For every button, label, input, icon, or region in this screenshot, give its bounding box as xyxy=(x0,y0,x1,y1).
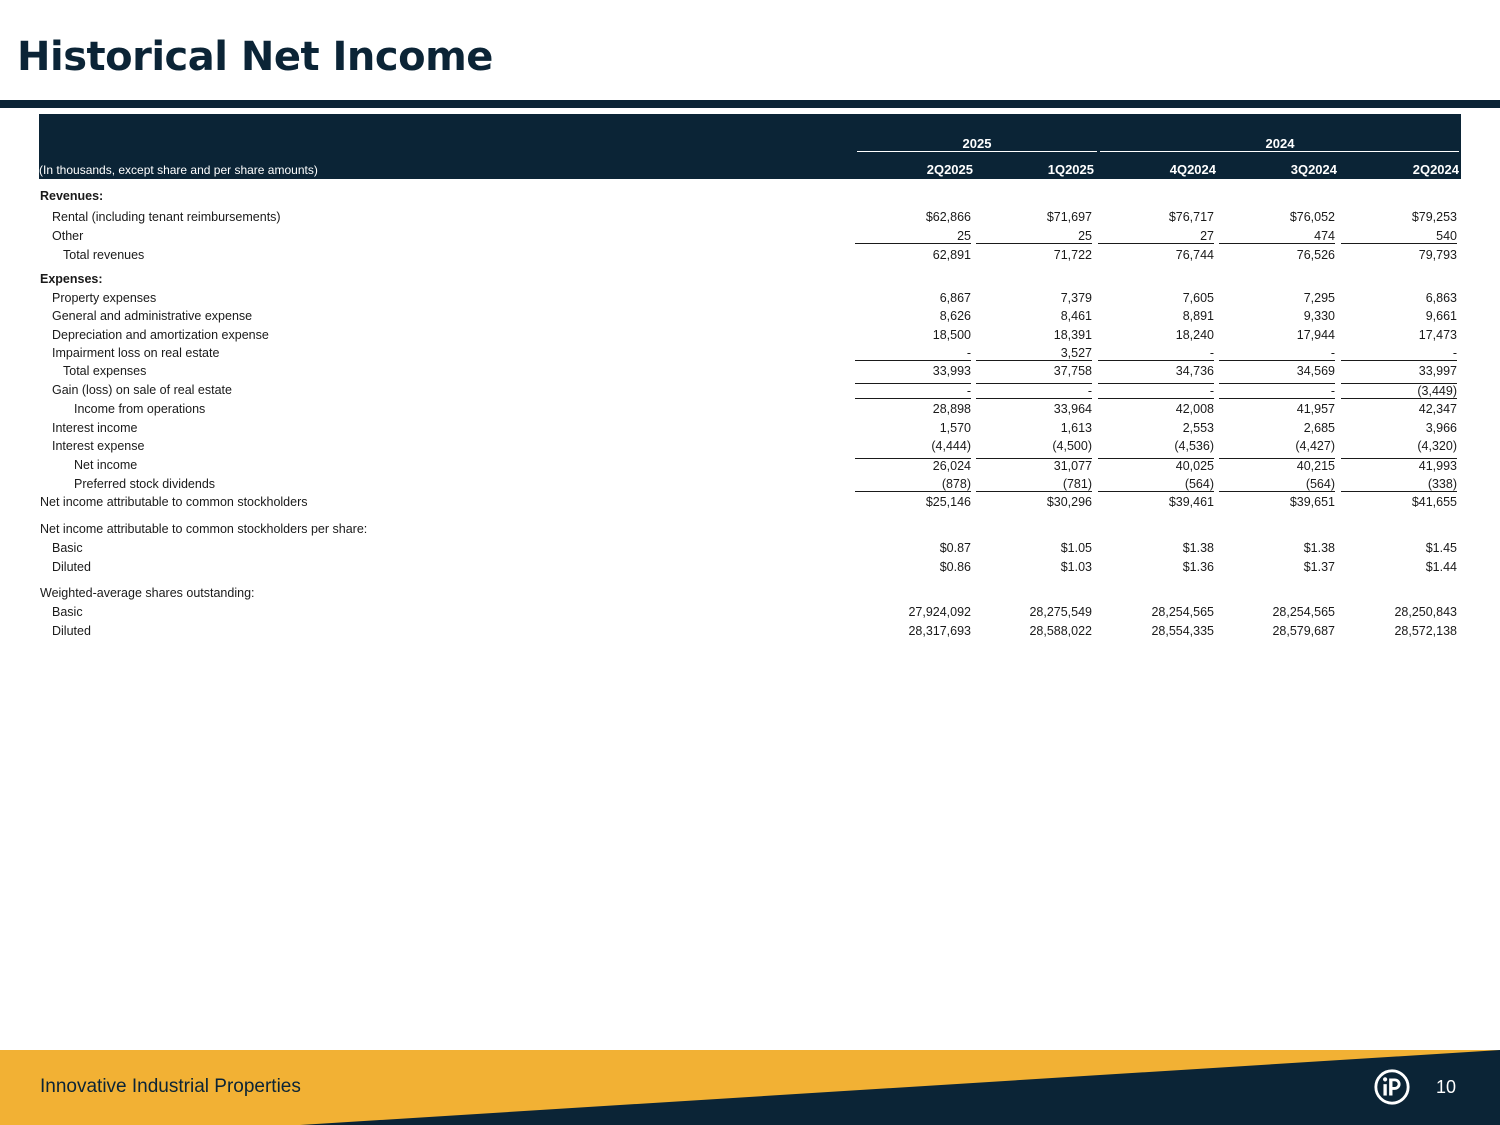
row-value-2q2025: 6,867 xyxy=(939,291,971,305)
row-value-2q2024: 9,661 xyxy=(1425,309,1457,323)
row-value-4q2024: $76,717 xyxy=(1168,210,1214,224)
row-value-3q2024: 41,957 xyxy=(1296,402,1335,416)
row-label: Interest income xyxy=(52,421,138,435)
row-label: Diluted xyxy=(52,560,91,574)
column-header-3q2024: 3Q2024 xyxy=(1290,162,1337,177)
row-label: Revenues: xyxy=(40,189,104,203)
row-value-4q2024: (4,536) xyxy=(1174,439,1214,453)
row-value-3q2024: $1.37 xyxy=(1303,560,1335,574)
row-value-1q2025: $1.05 xyxy=(1060,541,1092,555)
row-value-3q2024: 17,944 xyxy=(1296,328,1335,342)
table-header xyxy=(39,114,1461,179)
row-label: Net income attributable to common stockholders xyxy=(40,495,308,509)
row-value-1q2025: $30,296 xyxy=(1046,495,1092,509)
table-row xyxy=(39,420,1461,438)
row-value-2q2025: 28,317,693 xyxy=(908,624,971,638)
page-number: 10 xyxy=(1435,1077,1456,1097)
row-label: Other xyxy=(52,229,84,243)
row-label: Total expenses xyxy=(63,364,147,378)
row-value-2q2024: $79,253 xyxy=(1411,210,1457,224)
table-row xyxy=(39,457,1461,475)
row-value-2q2024: 28,572,138 xyxy=(1394,624,1457,638)
row-value-1q2025: 18,391 xyxy=(1053,328,1092,342)
row-value-3q2024: 28,254,565 xyxy=(1272,605,1335,619)
title-divider xyxy=(0,100,1500,108)
table-row xyxy=(39,494,1461,512)
table-row xyxy=(39,623,1461,641)
row-value-2q2025: - xyxy=(855,383,971,399)
row-value-2q2024: - xyxy=(1341,346,1457,361)
table-row xyxy=(39,363,1461,381)
row-label: Gain (loss) on sale of real estate xyxy=(52,383,232,397)
table-row xyxy=(39,271,1461,289)
row-value-1q2025: 1,613 xyxy=(1060,421,1092,435)
row-value-2q2025: - xyxy=(855,346,971,361)
row-value-2q2025: 1,570 xyxy=(939,421,971,435)
table-row xyxy=(39,604,1461,622)
column-header-2q2025: 2Q2025 xyxy=(926,162,973,177)
row-value-2q2025: 62,891 xyxy=(932,248,971,262)
row-value-4q2024: 76,744 xyxy=(1175,248,1214,262)
row-value-2q2024: 42,347 xyxy=(1418,402,1457,416)
row-label: Interest expense xyxy=(52,439,145,453)
row-value-4q2024: 40,025 xyxy=(1098,458,1214,473)
row-value-1q2025: 25 xyxy=(976,229,1092,244)
row-value-2q2024: (4,320) xyxy=(1417,439,1457,453)
row-value-3q2024: 34,569 xyxy=(1296,364,1335,378)
row-value-3q2024: (4,427) xyxy=(1295,439,1335,453)
row-value-4q2024: (564) xyxy=(1098,477,1214,492)
row-value-4q2024: 28,254,565 xyxy=(1151,605,1214,619)
row-value-2q2024: 79,793 xyxy=(1418,248,1457,262)
row-label: Net income xyxy=(74,458,138,472)
row-value-3q2024: (564) xyxy=(1219,477,1335,492)
table-row xyxy=(39,401,1461,419)
row-value-4q2024: 8,891 xyxy=(1182,309,1214,323)
row-value-2q2024: 6,863 xyxy=(1425,291,1457,305)
iip-logo-icon xyxy=(1373,1068,1411,1106)
row-value-2q2024: (3,449) xyxy=(1341,383,1457,399)
row-value-2q2025: 18,500 xyxy=(932,328,971,342)
row-value-4q2024: $1.36 xyxy=(1182,560,1214,574)
column-header-2q2024: 2Q2024 xyxy=(1412,162,1459,177)
row-value-1q2025: 3,527 xyxy=(976,346,1092,361)
row-label: Property expenses xyxy=(52,291,157,305)
row-value-3q2024: 76,526 xyxy=(1296,248,1335,262)
row-value-3q2024: 28,579,687 xyxy=(1272,624,1335,638)
row-value-4q2024: - xyxy=(1098,383,1214,399)
row-label: Basic xyxy=(52,605,83,619)
row-value-3q2024: $1.38 xyxy=(1303,541,1335,555)
row-value-4q2024: 34,736 xyxy=(1175,364,1214,378)
row-value-4q2024: 7,605 xyxy=(1182,291,1214,305)
row-value-1q2025: 71,722 xyxy=(1053,248,1092,262)
units-note: (In thousands, except share and per share amounts) xyxy=(39,163,318,177)
row-value-3q2024: 474 xyxy=(1219,229,1335,244)
table-row xyxy=(39,540,1461,558)
row-value-2q2025: $62,866 xyxy=(925,210,971,224)
row-value-2q2025: $0.86 xyxy=(939,560,971,574)
row-label: Basic xyxy=(52,541,83,555)
row-label: Expenses: xyxy=(40,272,103,286)
row-label: Income from operations xyxy=(74,402,206,416)
row-value-2q2024: 33,997 xyxy=(1418,364,1457,378)
row-label: Diluted xyxy=(52,624,91,638)
row-value-2q2024: $1.44 xyxy=(1425,560,1457,574)
row-value-2q2025: $25,146 xyxy=(925,495,971,509)
row-label: Depreciation and amortization expense xyxy=(52,328,269,342)
row-value-2q2024: 3,966 xyxy=(1425,421,1457,435)
row-value-2q2025: (4,444) xyxy=(931,439,971,453)
row-value-2q2024: 41,993 xyxy=(1341,458,1457,473)
row-value-4q2024: 27 xyxy=(1098,229,1214,244)
table-row xyxy=(39,327,1461,345)
row-label: Preferred stock dividends xyxy=(74,477,216,491)
row-value-4q2024: $39,461 xyxy=(1168,495,1214,509)
row-value-3q2024: - xyxy=(1219,383,1335,399)
row-value-2q2025: 25 xyxy=(855,229,971,244)
row-value-2q2025: 33,993 xyxy=(932,364,971,378)
row-value-1q2025: 28,588,022 xyxy=(1029,624,1092,638)
row-value-1q2025: $1.03 xyxy=(1060,560,1092,574)
row-value-2q2024: 17,473 xyxy=(1418,328,1457,342)
table-row xyxy=(39,585,1461,603)
row-value-3q2024: $76,052 xyxy=(1289,210,1335,224)
row-label: Rental (including tenant reimbursements) xyxy=(52,210,281,224)
row-value-2q2025: $0.87 xyxy=(939,541,971,555)
row-value-1q2025: - xyxy=(976,383,1092,399)
row-value-1q2025: (4,500) xyxy=(1052,439,1092,453)
row-value-1q2025: 7,379 xyxy=(1060,291,1092,305)
row-value-4q2024: 42,008 xyxy=(1175,402,1214,416)
row-value-4q2024: - xyxy=(1098,346,1214,361)
column-header-4q2024: 4Q2024 xyxy=(1169,162,1216,177)
row-value-1q2025: 28,275,549 xyxy=(1029,605,1092,619)
page-title: Historical Net Income xyxy=(17,34,493,80)
row-value-1q2025: (781) xyxy=(976,477,1092,492)
table-row xyxy=(39,209,1461,227)
row-label: Impairment loss on real estate xyxy=(52,346,220,360)
row-label: Total revenues xyxy=(63,248,145,262)
row-value-2q2024: $41,655 xyxy=(1411,495,1457,509)
row-value-3q2024: 7,295 xyxy=(1303,291,1335,305)
row-value-3q2024: - xyxy=(1219,346,1335,361)
year-group-2024: 2024 xyxy=(1265,136,1295,151)
row-value-2q2025: 8,626 xyxy=(939,309,971,323)
row-value-4q2024: 18,240 xyxy=(1175,328,1214,342)
row-value-2q2024: 540 xyxy=(1341,229,1457,244)
row-value-3q2024: 40,215 xyxy=(1219,458,1335,473)
table-row xyxy=(39,345,1461,363)
table-row xyxy=(39,290,1461,308)
row-label: Net income attributable to common stockholders per share: xyxy=(40,522,368,536)
row-value-2q2025: 26,024 xyxy=(855,458,971,473)
row-value-3q2024: 2,685 xyxy=(1303,421,1335,435)
table-row xyxy=(39,559,1461,577)
row-label: General and administrative expense xyxy=(52,309,253,323)
table-row xyxy=(39,521,1461,539)
year-group-2025: 2025 xyxy=(962,136,992,151)
table-row xyxy=(39,438,1461,456)
row-label: Weighted-average shares outstanding: xyxy=(40,586,255,600)
row-value-4q2024: 28,554,335 xyxy=(1151,624,1214,638)
row-value-1q2025: 37,758 xyxy=(1053,364,1092,378)
row-value-1q2025: 33,964 xyxy=(1053,402,1092,416)
row-value-1q2025: 31,077 xyxy=(976,458,1092,473)
table-row xyxy=(39,476,1461,494)
row-value-2q2025: (878) xyxy=(855,477,971,492)
table-row xyxy=(39,247,1461,265)
table-row xyxy=(39,188,1461,206)
row-value-2q2024: 28,250,843 xyxy=(1394,605,1457,619)
row-value-2q2025: 28,898 xyxy=(932,402,971,416)
year-group-rule xyxy=(1100,151,1459,152)
column-header-1q2025: 1Q2025 xyxy=(1047,162,1094,177)
row-value-3q2024: 9,330 xyxy=(1303,309,1335,323)
row-value-1q2025: 8,461 xyxy=(1060,309,1092,323)
row-value-1q2025: $71,697 xyxy=(1046,210,1092,224)
row-value-2q2024: $1.45 xyxy=(1425,541,1457,555)
year-group-rule xyxy=(857,151,1097,152)
table-row xyxy=(39,382,1461,400)
row-value-4q2024: $1.38 xyxy=(1182,541,1214,555)
row-value-4q2024: 2,553 xyxy=(1182,421,1214,435)
row-value-2q2024: (338) xyxy=(1341,477,1457,492)
row-value-2q2025: 27,924,092 xyxy=(908,605,971,619)
footer-company-name: Innovative Industrial Properties xyxy=(40,1076,301,1097)
row-value-3q2024: $39,651 xyxy=(1289,495,1335,509)
table-row xyxy=(39,228,1461,246)
table-row xyxy=(39,308,1461,326)
